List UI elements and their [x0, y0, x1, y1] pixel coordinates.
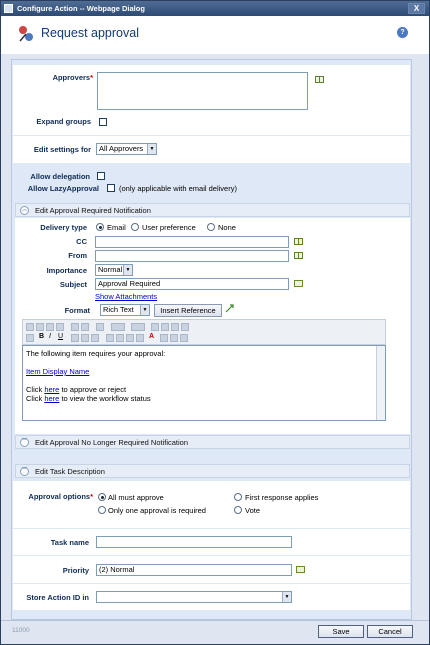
- only-one-approval-label: Only one approval is required: [108, 506, 206, 515]
- styles-icon[interactable]: [111, 323, 125, 331]
- delivery-user-pref-radio[interactable]: [131, 223, 139, 231]
- font-size-icon[interactable]: [131, 323, 145, 331]
- subject-input[interactable]: Approval Required: [95, 278, 289, 290]
- task-description-section-header[interactable]: [15, 464, 410, 478]
- body-line-4-prefix: Click: [26, 394, 45, 403]
- store-action-section: [13, 584, 410, 610]
- show-attachments-link[interactable]: Show Attachments: [95, 292, 158, 301]
- workflow-status-link[interactable]: here: [44, 394, 60, 403]
- all-must-approve-radio[interactable]: [98, 493, 106, 501]
- format-value: Rich Text: [103, 305, 134, 314]
- chevron-down-icon: ▼: [140, 305, 149, 315]
- allow-delegation-checkbox[interactable]: [97, 172, 105, 180]
- task-name-label: Task name: [50, 538, 89, 547]
- edit-settings-value: All Approvers: [99, 144, 144, 153]
- task-name-section: [13, 529, 410, 555]
- highlight-icon[interactable]: [160, 334, 168, 342]
- expand-icon: ︾: [21, 468, 28, 474]
- delivery-type-label: Delivery type: [40, 223, 87, 232]
- body-line-1: The following item requires your approval:: [26, 349, 166, 358]
- italic-icon[interactable]: I: [49, 333, 51, 340]
- save-button[interactable]: Save: [318, 625, 364, 638]
- content-area: [1, 54, 429, 620]
- editor-scrollbar[interactable]: [376, 346, 385, 420]
- allow-delegation-label: Allow delegation: [30, 172, 90, 181]
- vote-radio[interactable]: [234, 506, 242, 514]
- address-book-icon[interactable]: [294, 252, 303, 259]
- window-icon: [4, 4, 13, 13]
- approvers-input[interactable]: [97, 72, 308, 110]
- insert-reference-icon[interactable]: [225, 304, 234, 313]
- approval-options-label: Approval options*: [28, 492, 93, 501]
- message-body-editor[interactable]: [22, 345, 386, 421]
- numbered-list-icon[interactable]: [106, 334, 114, 342]
- expand-groups-label: Expand groups: [36, 117, 91, 126]
- importance-label: Importance: [46, 266, 87, 275]
- importance-value: Normal: [98, 265, 123, 274]
- ltr-icon[interactable]: [170, 334, 178, 342]
- redo-icon[interactable]: [81, 323, 89, 331]
- body-line-3-suffix: to approve or reject: [59, 385, 127, 394]
- edit-settings-select[interactable]: [96, 143, 157, 155]
- copy-icon[interactable]: [36, 323, 44, 331]
- indent-icon[interactable]: [136, 334, 144, 342]
- close-button[interactable]: X: [408, 3, 425, 14]
- no-longer-required-label: Edit Approval No Longer Required Notification: [35, 438, 189, 447]
- store-action-select[interactable]: [96, 591, 292, 603]
- approvers-section: [13, 65, 410, 135]
- dialog-header: [1, 16, 429, 54]
- bold-icon[interactable]: B: [39, 333, 45, 340]
- increase-indent-icon[interactable]: [161, 323, 169, 331]
- insert-reference-button[interactable]: Insert Reference: [154, 304, 222, 317]
- edit-settings-label: Edit settings for: [33, 145, 91, 154]
- paste-text-icon[interactable]: [56, 323, 64, 331]
- collapse-icon: ︽: [21, 207, 28, 213]
- paste-icon[interactable]: [46, 323, 54, 331]
- cc-label: CC: [76, 237, 87, 246]
- page-title: Request approval: [41, 26, 139, 40]
- remove-format-icon[interactable]: [171, 323, 179, 331]
- window-title: Configure Action -- Webpage Dialog: [17, 4, 145, 13]
- item-display-name-link[interactable]: Item Display Name: [26, 367, 90, 376]
- approve-link[interactable]: here: [44, 385, 60, 394]
- allow-lazy-checkbox[interactable]: [107, 184, 115, 192]
- task-name-input[interactable]: [96, 536, 292, 548]
- help-icon[interactable]: ?: [397, 27, 408, 38]
- vote-label: Vote: [245, 506, 261, 515]
- approval-options-section: [13, 481, 410, 528]
- align-left-icon[interactable]: [71, 334, 79, 342]
- cancel-button[interactable]: Cancel: [367, 625, 413, 638]
- delivery-none-radio[interactable]: [207, 223, 215, 231]
- chevron-down-icon: ▼: [123, 265, 132, 275]
- outdent-icon[interactable]: [126, 334, 134, 342]
- priority-section: [13, 556, 410, 583]
- font-icon[interactable]: [26, 334, 34, 342]
- table-icon[interactable]: [96, 323, 104, 331]
- title-bar: [1, 1, 429, 16]
- body-line-3-prefix: Click: [26, 385, 45, 394]
- body-line-4-suffix: to view the workflow status: [59, 394, 151, 403]
- footer-code: 11000: [12, 627, 30, 634]
- check-names-icon[interactable]: [294, 280, 303, 287]
- allow-lazy-label: Allow LazyApproval: [27, 184, 99, 193]
- decrease-indent-icon[interactable]: [151, 323, 159, 331]
- priority-input[interactable]: (2) Normal: [96, 564, 292, 576]
- bullet-list-icon[interactable]: [116, 334, 124, 342]
- delivery-user-pref-label: User preference: [142, 223, 196, 232]
- address-book-icon[interactable]: [294, 238, 303, 245]
- no-longer-required-section-header[interactable]: [15, 435, 410, 449]
- delivery-email-label: Email: [107, 223, 126, 232]
- task-description-label: Edit Task Description: [35, 467, 105, 476]
- settings-panel: [11, 59, 412, 620]
- first-response-radio[interactable]: [234, 493, 242, 501]
- expand-icon: ︾: [21, 439, 28, 445]
- hyperlink-icon[interactable]: [181, 323, 189, 331]
- align-center-icon[interactable]: [81, 334, 89, 342]
- expand-groups-checkbox[interactable]: [99, 118, 107, 126]
- delivery-none-label: None: [218, 223, 236, 232]
- notification-section: [15, 218, 410, 434]
- subject-label: Subject: [59, 280, 87, 289]
- align-right-icon[interactable]: [91, 334, 99, 342]
- store-action-label: Store Action ID in: [26, 593, 89, 602]
- chevron-down-icon: ▼: [147, 144, 156, 154]
- check-names-icon[interactable]: [296, 566, 305, 573]
- undo-icon[interactable]: [71, 323, 79, 331]
- format-select[interactable]: [100, 304, 150, 316]
- notification-header-label: Edit Approval Required Notification: [35, 206, 151, 215]
- delivery-email-radio[interactable]: [96, 223, 104, 231]
- editor-toolbar: [22, 319, 386, 345]
- from-label: From: [68, 251, 87, 260]
- first-response-label: First response applies: [245, 493, 319, 502]
- priority-label: Priority: [62, 566, 89, 575]
- from-input[interactable]: [95, 250, 289, 262]
- dialog-footer: [1, 620, 429, 644]
- all-must-approve-label: All must approve: [108, 493, 164, 502]
- importance-select[interactable]: [95, 264, 133, 276]
- cc-input[interactable]: [95, 236, 289, 248]
- rtl-icon[interactable]: [180, 334, 188, 342]
- underline-icon[interactable]: U: [58, 333, 64, 340]
- text-color-icon[interactable]: A: [149, 333, 155, 340]
- only-one-approval-radio[interactable]: [98, 506, 106, 514]
- edit-settings-section: [13, 136, 410, 163]
- request-approval-icon: [17, 24, 35, 44]
- allow-lazy-note: (only applicable with email delivery): [119, 184, 237, 193]
- notification-section-header[interactable]: [15, 203, 410, 217]
- chevron-down-icon: ▼: [282, 592, 291, 602]
- cut-icon[interactable]: [26, 323, 34, 331]
- message-body-text: [26, 349, 165, 403]
- approvers-label: Approvers*: [52, 73, 93, 82]
- format-label: Format: [64, 306, 90, 315]
- address-book-icon[interactable]: [315, 76, 324, 83]
